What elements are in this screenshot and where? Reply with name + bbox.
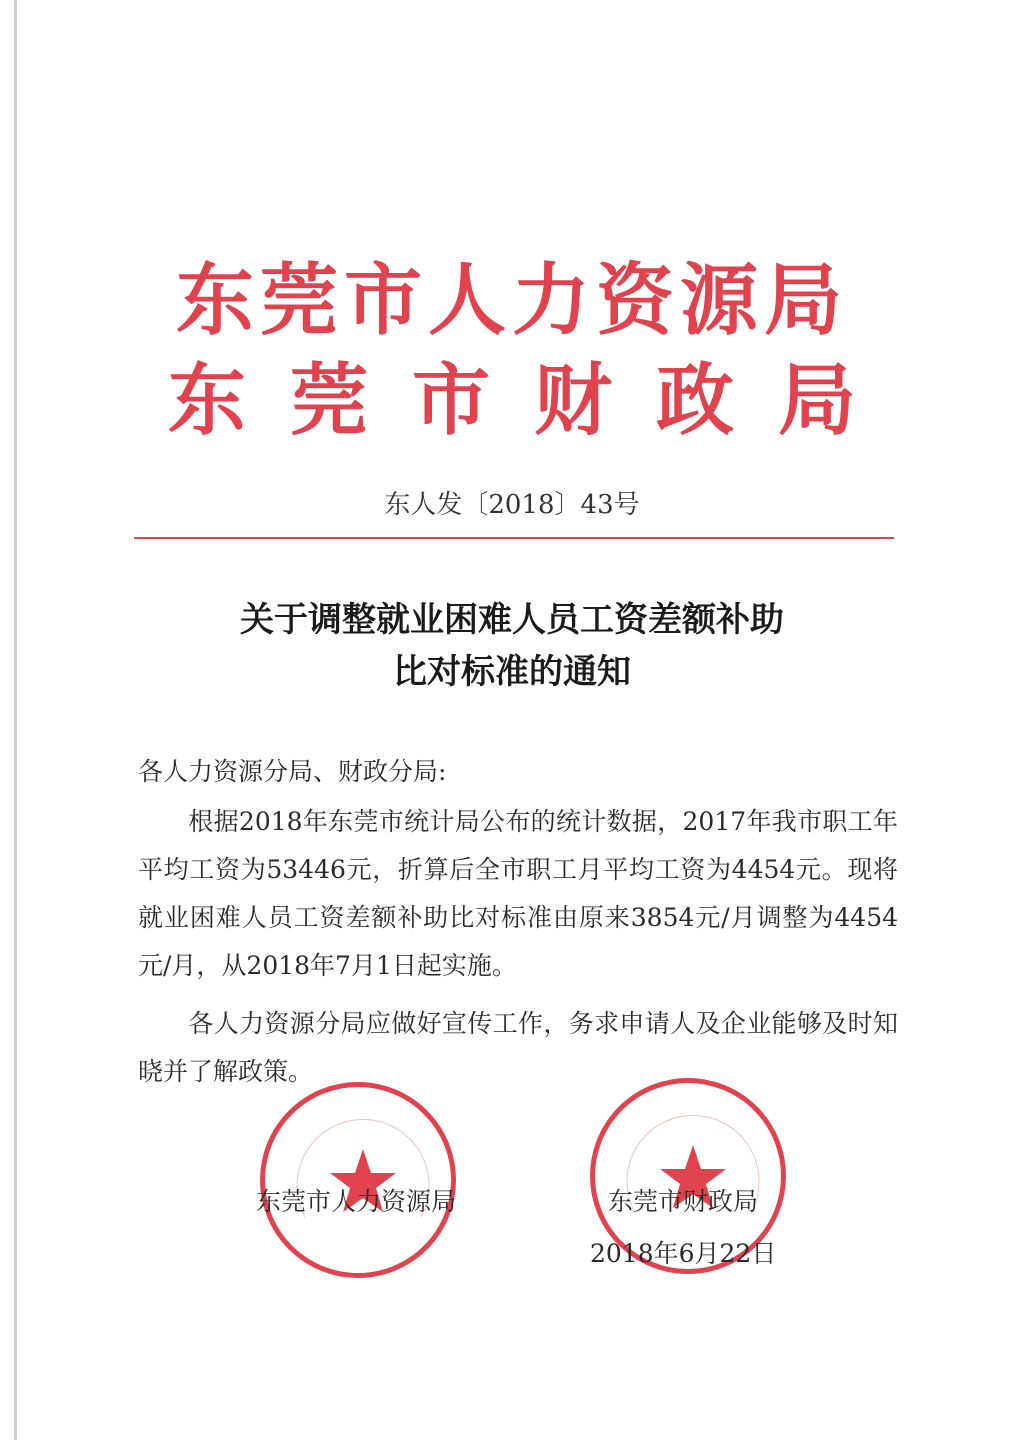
red-divider bbox=[134, 537, 894, 539]
paragraph-1-text: 根据2018年东莞市统计局公布的统计数据，2017年我市职工年平均工资为53446元，折算后全市职工月平均工资为4454元。现将就业困难人员工资差额补助比对标准由原来3854元/月调整为4454元/月，从2018年7月1日起实施。 bbox=[138, 807, 898, 980]
document-number: 东人发〔2018〕43号 bbox=[384, 490, 640, 520]
signature-date: 2018年6月22日 bbox=[590, 1239, 777, 1268]
salutation: 各人力资源分局、财政分局: bbox=[138, 757, 447, 786]
paragraph-2-text: 各人力资源分局应做好宣传工作，务求申请人及企业能够及时知晓并了解政策。 bbox=[138, 1009, 898, 1086]
header-org-hr: 东莞市人力资源局 bbox=[175, 255, 848, 346]
header-org-finance: 东莞市财政局 bbox=[167, 355, 900, 446]
document-title-line-2: 比对标准的通知 bbox=[393, 652, 631, 692]
paragraph-2 bbox=[138, 1000, 898, 1096]
scan-edge bbox=[14, 0, 17, 1440]
signer-hr-bureau: 东莞市人力资源局 bbox=[256, 1187, 457, 1216]
signer-finance-bureau: 东莞市财政局 bbox=[608, 1187, 759, 1216]
hr-bureau-seal bbox=[260, 1082, 456, 1278]
paragraph-1 bbox=[138, 798, 898, 990]
document-title-line-1: 关于调整就业困难人员工资差额补助 bbox=[240, 600, 784, 640]
